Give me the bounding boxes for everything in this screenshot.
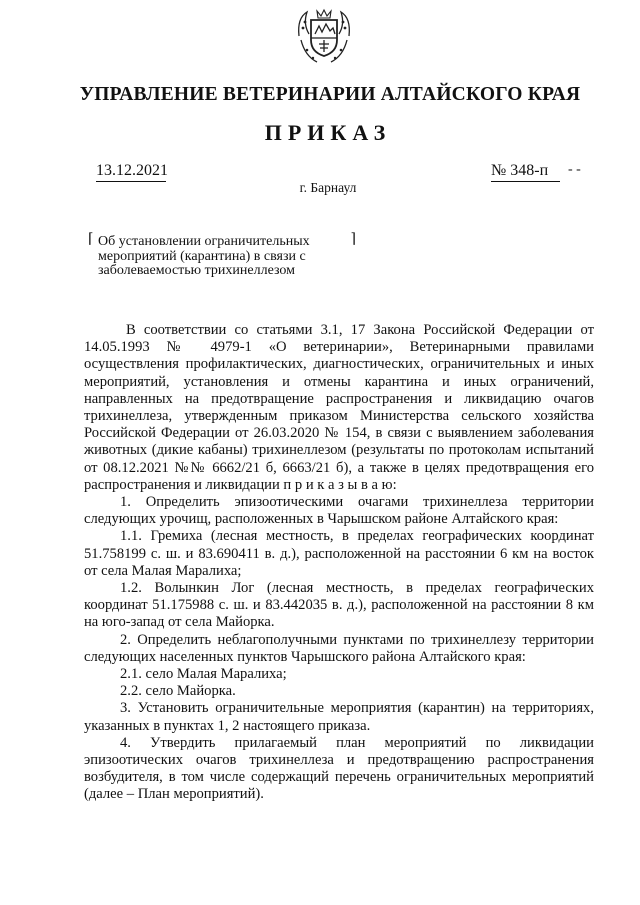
item-3: 3. Установить ограничительные мероприятия (карантин) на территориях, указанных в пунктах 1, 2 настоящего приказа. <box>84 700 594 734</box>
document-city: г. Барнаул <box>299 180 357 195</box>
item-1-2: 1.2. Волынкин Лог (лесная местность, в пределах географических координат 51.175988 с. ш. и 83.442035 в. д.), расположенной на расстоянии 8 км на юго-запад от села Майорка. <box>84 580 594 631</box>
document-body <box>84 322 594 804</box>
document-subject <box>88 232 356 279</box>
subject-text: Об установлении ограничительных мероприятий (карантина) в связи с заболеваемостью трихинеллезом <box>98 234 310 278</box>
item-1-1: 1.1. Гремиха (лесная местность, в пределах географических координат 51.758199 с. ш. и 83.690411 в. д.), расположенной на расстоянии 6 км на восток от села Малая Маралиха; <box>84 528 594 579</box>
document-date: 13.12.2021 <box>96 162 166 182</box>
subject-bracket-left: ⌈ <box>88 232 94 247</box>
preamble-paragraph: В соответствии со статьями 3.1, 17 Закона Российской Федерации от 14.05.1993 № 4979-1 «О ветеринарии», Ветеринарными правилами осуществления профилактических, диагностических, ограничительных и иных мероприятий, установления и отмены карантина и иных ограничений, направленных на предотвращение распространения и ликвидацию очагов трихинеллеза, утвержденным приказом Министерства сельского хозяйства Российской Федерации от 26.03.2020 № 154, в связи с выявлением заболевания животных (дикие кабаны) трихинеллезом (результаты по протоколам испытаний от 08.12.2021 №№ 6662/21 б, 6663/21 б), а также в целях предотвращения его распространения и ликвидации п р и к а з ы в а ю: <box>84 322 594 493</box>
document-number: № 348-п <box>491 162 560 182</box>
item-2: 2. Определить неблагополучными пунктами по трихинеллезу территории следующих населенных пунктов Чарышского района Алтайского края: <box>84 631 594 665</box>
item-4: 4. Утвердить прилагаемый план мероприятий по ликвидации эпизоотических очагов трихинеллеза и предотвращению распространения возбудителя, в том числе содержащий перечень ограничительных мероприятий (далее – План мероприятий). <box>84 734 594 803</box>
item-1: 1. Определить эпизоотическими очагами трихинеллеза территории следующих урочищ, расположенных в Чарышском районе Алтайского края: <box>84 494 594 528</box>
document-number-suffix: - - <box>568 162 581 177</box>
document-type: ПРИКАЗ <box>264 120 392 145</box>
coat-of-arms-emblem <box>293 6 355 68</box>
item-2-2: 2.2. село Майорка. <box>120 683 236 700</box>
organization-title: УПРАВЛЕНИЕ ВЕТЕРИНАРИИ АЛТАЙСКОГО КРАЯ <box>79 84 581 105</box>
subject-bracket-right: ⌉ <box>350 232 356 247</box>
item-2-1: 2.1. село Малая Маралиха; <box>120 666 287 683</box>
